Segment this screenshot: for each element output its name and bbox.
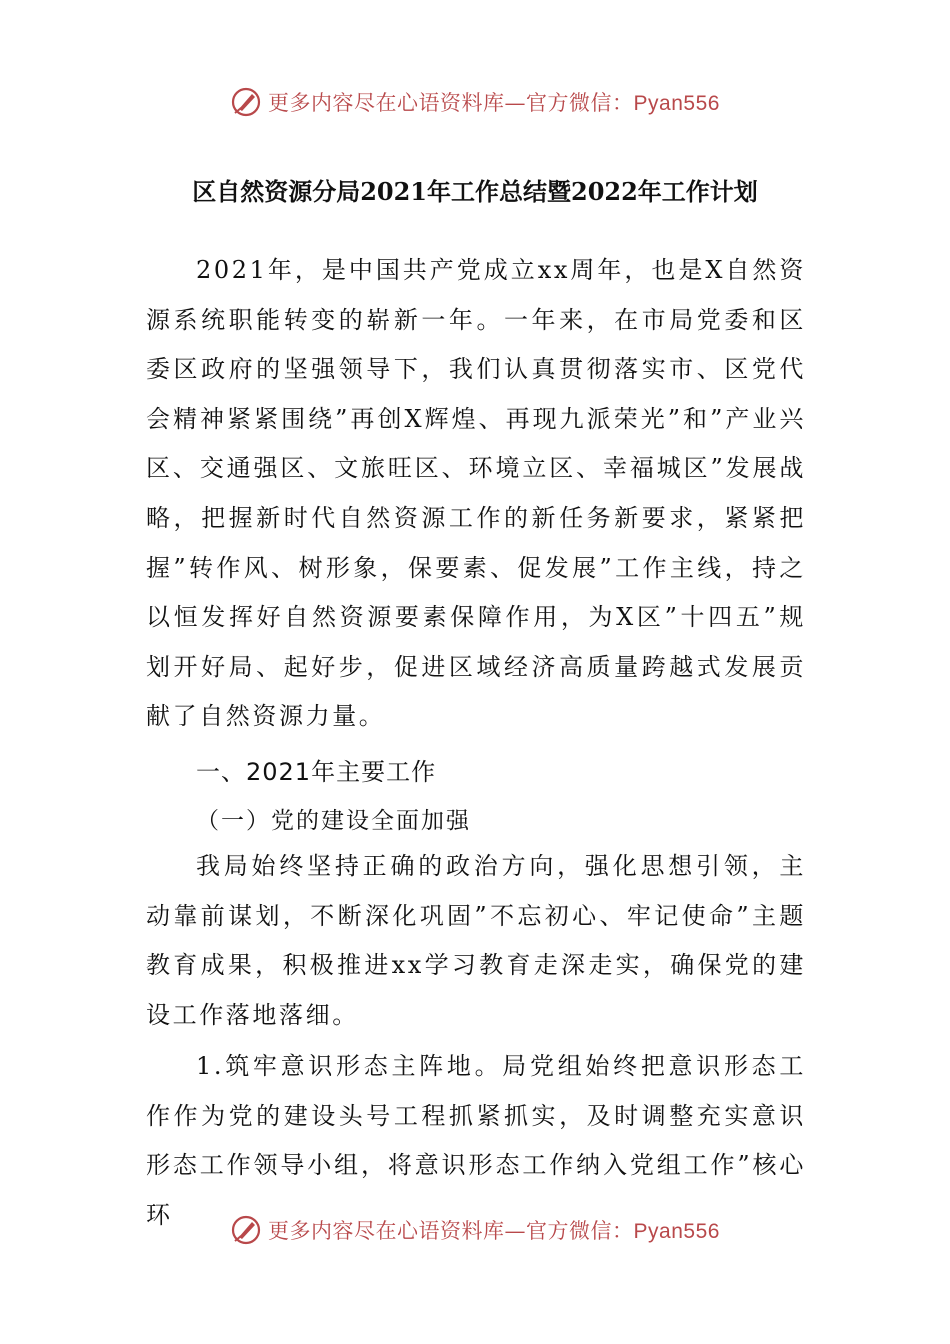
document-title: 区自然资源分局2021年工作总结暨2022年工作计划	[192, 177, 758, 206]
subsection-heading: （一）党的建设全面加强	[196, 808, 471, 834]
banner-text: 更多内容尽在心语资料库—官方微信：Pyan556	[268, 1219, 720, 1243]
footer-banner	[0, 1210, 950, 1250]
quill-logo-icon	[230, 86, 262, 118]
quill-logo-icon	[230, 1214, 262, 1246]
wechat-id: Pyan556	[633, 92, 720, 115]
header-banner	[0, 82, 950, 122]
wechat-id: Pyan556	[633, 1220, 720, 1243]
banner-text: 更多内容尽在心语资料库—官方微信：Pyan556	[268, 91, 720, 115]
item-paragraph: 1.筑牢意识形态主阵地。局党组始终把意识形态工作作为党的建设头号工程抓紧抓实，及时调整充实意识形态工作领导小组，将意识形态工作纳入党组工作”核心环	[146, 1052, 806, 1229]
section-heading: 一、2021年主要工作	[196, 758, 437, 786]
intro-paragraph: 2021年，是中国共产党成立xx周年，也是X自然资源系统职能转变的崭新一年。一年来，在市局党委和区委区政府的坚强领导下，我们认真贯彻落实市、区党代会精神紧紧围绕”再创X辉煌、再现九派荣光”和”产业兴区、交通强区、文旅旺区、环境立区、幸福城区”发展战略，把握新时代自然资源工作的新任务新要求，紧紧把握”转作风、树形象，保要素、促发展”工作主线，持之以恒发挥好自然资源要素保障作用，为X区”十四五”规划开好局、起好步，促进区域经济高质量跨越式发展贡献了自然资源力量。	[146, 256, 806, 731]
subsection-paragraph: 我局始终坚持正确的政治方向，强化思想引领，主动靠前谋划，不断深化巩固”不忘初心、牢记使命”主题教育成果，积极推进xx学习教育走深走实，确保党的建设工作落地落细。	[146, 852, 806, 1029]
